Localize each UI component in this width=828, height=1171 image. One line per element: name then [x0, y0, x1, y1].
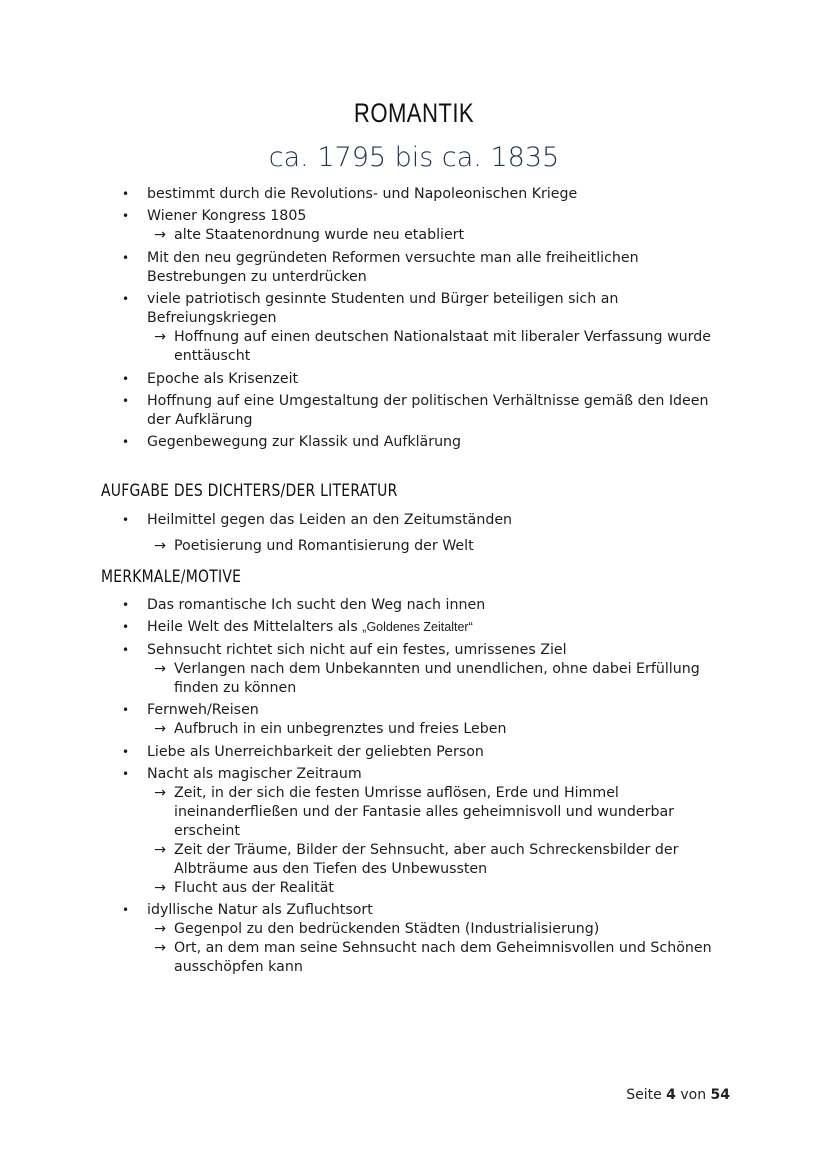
list-item — [120, 901, 730, 977]
bullet-icon: • — [122, 187, 130, 201]
bullet-icon: • — [122, 642, 130, 657]
list-item — [120, 511, 730, 556]
bullet-icon: • — [122, 903, 130, 918]
footer-prefix: Seite — [626, 1087, 667, 1103]
merkmale-bullet-list — [120, 596, 730, 981]
list-item — [120, 433, 730, 452]
list-item — [120, 249, 730, 287]
bullet-icon: • — [122, 703, 130, 718]
section-heading-merkmale: MERKMALE/MOTIVE — [101, 567, 242, 587]
total-page-count: 54 — [710, 1087, 730, 1103]
sub-item-text: Zeit, in der sich die festen Umrisse auflösen, Erde und Himmel ineinanderfließen und der Fantasie alles geheimnisvoll und wunderbar erscheint — [174, 784, 674, 839]
arrow-right-icon: → — [154, 660, 166, 677]
list-item — [120, 743, 730, 762]
bullet-icon: • — [122, 598, 130, 612]
sub-item — [147, 920, 730, 939]
sub-item-text: Flucht aus der Realität — [174, 879, 334, 896]
sub-item-text: Aufbruch in ein unbegrenztes und freies Leben — [174, 721, 507, 738]
arrow-right-icon: → — [154, 940, 166, 957]
page-title: ROMANTIK — [353, 98, 475, 128]
list-item-text: Epoche als Krisenzeit — [147, 370, 299, 387]
list-item — [120, 618, 730, 637]
list-item-text: Das romantische Ich sucht den Weg nach innen — [147, 597, 486, 613]
bullet-icon: • — [122, 393, 130, 408]
list-item-text: Sehnsucht richtet sich nicht auf ein festes, umrissenes Ziel — [147, 641, 567, 658]
list-item — [120, 641, 730, 698]
list-item-text: Wiener Kongress 1805 — [147, 208, 307, 225]
sub-item — [147, 660, 730, 698]
list-item-text: Mit den neu gegründeten Reformen versuchte man alle freiheitlichen Bestrebungen zu unterdrücken — [147, 249, 639, 285]
page-footer — [560, 1087, 730, 1103]
sub-item-text: Hoffnung auf einen deutschen Nationalstaat mit liberaler Verfassung wurde enttäuscht — [174, 329, 711, 365]
quote-text: „Goldenes Zeitalter“ — [362, 620, 473, 635]
list-item — [120, 765, 730, 898]
arrow-right-icon: → — [154, 538, 166, 554]
list-item-text: Gegenbewegung zur Klassik und Aufklärung — [147, 434, 462, 451]
list-item-text: viele patriotisch gesinnte Studenten und Bürger beteiligen sich an Befreiungskriegen — [147, 291, 619, 327]
arrow-right-icon: → — [154, 921, 166, 938]
page-subtitle: ca. 1795 bis ca. 1835 — [268, 142, 560, 173]
list-item-text: idyllische Natur als Zufluchtsort — [147, 902, 373, 919]
sub-item-text: Gegenpol zu den bedrückenden Städten (Industrialisierung) — [174, 921, 600, 938]
sub-item-text: Poetisierung und Romantisierung der Welt — [174, 538, 474, 554]
list-item — [120, 207, 730, 245]
intro-bullet-list — [120, 185, 730, 456]
aufgabe-bullet-list — [120, 511, 730, 559]
sub-item-text: Ort, an dem man seine Sehnsucht nach dem Geheimnisvollen und Schönen ausschöpfen kann — [174, 940, 712, 976]
bullet-icon: • — [122, 292, 130, 307]
section-heading-aufgabe: AUFGABE DES DICHTERS/DER LITERATUR — [101, 481, 398, 501]
sub-item — [147, 226, 730, 245]
footer-middle: von — [675, 1087, 711, 1103]
sub-item — [147, 841, 730, 879]
arrow-right-icon: → — [154, 879, 166, 896]
list-item-text: Hoffnung auf eine Umgestaltung der politischen Verhältnisse gemäß den Ideen der Aufklärung — [147, 392, 709, 428]
list-item — [120, 701, 730, 739]
bullet-icon: • — [122, 620, 130, 635]
arrow-right-icon: → — [154, 227, 166, 244]
list-item — [120, 392, 730, 430]
list-item — [120, 290, 730, 366]
list-item-text: Heile Welt des Mittelalters als — [147, 619, 363, 636]
arrow-right-icon: → — [154, 329, 166, 346]
list-item-text: bestimmt durch die Revolutions- und Napoleonischen Kriege — [147, 186, 578, 202]
list-item-text: Nacht als magischer Zeitraum — [147, 765, 362, 782]
list-item-text: Liebe als Unerreichbarkeit der geliebten Person — [147, 743, 484, 760]
sub-item — [147, 537, 730, 556]
list-item-text: Fernweh/Reisen — [147, 702, 259, 719]
arrow-right-icon: → — [154, 784, 166, 801]
list-item-text: Heilmittel gegen das Leiden an den Zeitumständen — [147, 512, 513, 528]
sub-item — [147, 879, 730, 898]
bullet-icon: • — [122, 371, 130, 386]
sub-item-text: Zeit der Träume, Bilder der Sehnsucht, aber auch Schreckensbilder der Albträume aus den Tiefen des Unbewussten — [174, 841, 679, 877]
sub-item — [147, 720, 730, 739]
current-page-number: 4 — [666, 1087, 676, 1103]
sub-item-text: alte Staatenordnung wurde neu etabliert — [174, 227, 465, 244]
list-item — [120, 185, 730, 204]
bullet-icon: • — [122, 250, 130, 265]
bullet-icon: • — [122, 744, 130, 759]
bullet-icon: • — [122, 513, 130, 527]
sub-item — [147, 939, 730, 977]
sub-item — [147, 784, 730, 841]
bullet-icon: • — [122, 209, 130, 224]
sub-item-text: Verlangen nach dem Unbekannten und unendlichen, ohne dabei Erfüllung finden zu können — [174, 660, 700, 696]
sub-item — [147, 328, 730, 366]
bullet-icon: • — [122, 435, 130, 450]
arrow-right-icon: → — [154, 841, 166, 858]
list-item — [120, 370, 730, 389]
arrow-right-icon: → — [154, 721, 166, 738]
bullet-icon: • — [122, 766, 130, 781]
list-item — [120, 596, 730, 615]
